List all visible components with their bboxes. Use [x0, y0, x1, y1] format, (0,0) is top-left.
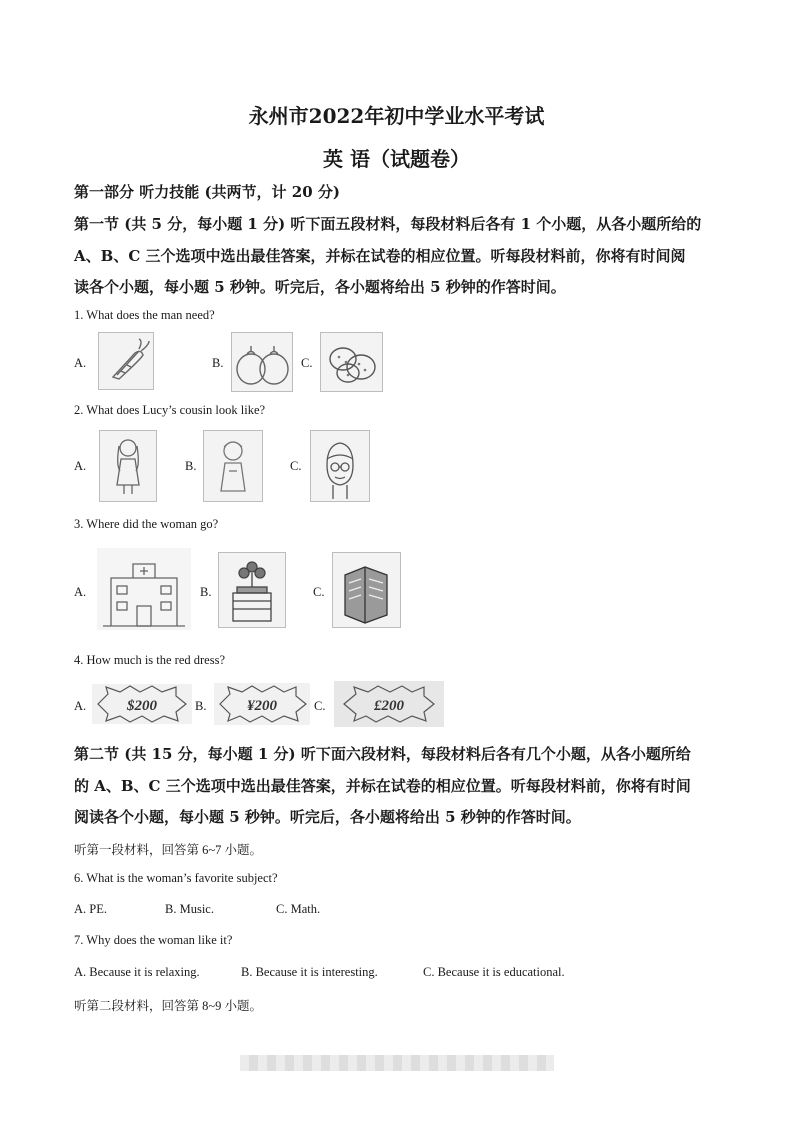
question-3-option-a-label: A. — [74, 585, 87, 599]
bookstore-icon[interactable] — [332, 552, 401, 628]
section1-instruction-line1: 第一节 (共 5 分，每小题 1 分) 听下面五段材料，每段材料后各有 1 个小题，从各小题所给的 — [74, 215, 702, 233]
question-3-option-b-label: B. — [200, 585, 212, 599]
price-pound-text: £200 — [374, 698, 404, 714]
price-tag-pound[interactable] — [334, 681, 444, 727]
question-4-option-c-label: C. — [314, 699, 326, 713]
question-4-text: 4. How much is the red dress? — [74, 653, 226, 667]
question-1-option-a-label: A. — [74, 356, 87, 370]
carrot-icon[interactable] — [98, 332, 154, 390]
price-tag-yuan[interactable] — [214, 683, 310, 725]
part1-heading: 第一部分 听力技能 (共两节，计 20 分) — [74, 183, 340, 201]
section2-instruction-line2: 的 A、B、C 三个选项中选出最佳答案，并标在试卷的相应位置。听每段材料前，你将有时间 — [74, 777, 691, 795]
question-4-option-a-label: A. — [74, 699, 87, 713]
section2-instruction-line3: 阅读各个小题，每小题 5 秒钟。听完后，各小题将给出 5 秒钟的作答时间。 — [74, 808, 581, 826]
long-hair-girl-icon[interactable] — [99, 430, 157, 502]
question-7-option-b[interactable]: B. Because it is interesting. — [241, 965, 378, 979]
question-7-option-a[interactable]: A. Because it is relaxing. — [74, 965, 200, 979]
question-6-text: 6. What is the woman’s favorite subject? — [74, 871, 278, 885]
question-2-text: 2. What does Lucy’s cousin look like? — [74, 403, 266, 417]
material1-intro: 听第一段材料，回答第 6~7 小题。 — [74, 843, 263, 857]
question-7-text: 7. Why does the woman like it? — [74, 933, 233, 947]
question-7-option-c[interactable]: C. Because it is educational. — [423, 965, 565, 979]
question-3-text: 3. Where did the woman go? — [74, 517, 219, 531]
hospital-icon[interactable] — [97, 548, 191, 630]
question-6-option-a[interactable]: A. PE. — [74, 902, 107, 916]
question-6-option-b[interactable]: B. Music. — [165, 902, 214, 916]
question-2-option-a-label: A. — [74, 459, 87, 473]
section1-instruction-line2: A、B、C 三个选项中选出最佳答案，并标在试卷的相应位置。听每段材料前，你将有时间阅 — [74, 247, 686, 265]
girl-icon[interactable] — [203, 430, 263, 502]
question-1-option-b-label: B. — [212, 356, 224, 370]
exam-subtitle: 英 语（试题卷） — [323, 147, 470, 171]
material2-intro: 听第二段材料，回答第 8~9 小题。 — [74, 999, 263, 1013]
question-4-option-b-label: B. — [195, 699, 207, 713]
tomato-icon[interactable] — [231, 332, 293, 392]
question-1-text: 1. What does the man need? — [74, 308, 215, 322]
question-1-option-c-label: C. — [301, 356, 313, 370]
potato-icon[interactable] — [320, 332, 383, 392]
blurred-footer-watermark — [240, 1055, 554, 1071]
question-3-option-c-label: C. — [313, 585, 325, 599]
flower-shop-icon[interactable] — [218, 552, 286, 628]
short-hair-glasses-icon[interactable] — [310, 430, 370, 502]
section2-instruction-line1: 第二节 (共 15 分，每小题 1 分) 听下面六段材料，每段材料后各有几个小题，从各小题所给 — [74, 745, 691, 763]
price-dollar-text: $200 — [127, 698, 157, 714]
question-2-option-b-label: B. — [185, 459, 197, 473]
section1-instruction-line3: 读各个小题，每小题 5 秒钟。听完后，各小题将给出 5 秒钟的作答时间。 — [74, 278, 566, 296]
price-tag-dollar[interactable] — [92, 684, 192, 724]
exam-title: 永州市2022年初中学业水平考试 — [248, 104, 545, 128]
question-2-option-c-label: C. — [290, 459, 302, 473]
price-yuan-text: ¥200 — [247, 698, 277, 714]
question-6-option-c[interactable]: C. Math. — [276, 902, 321, 916]
